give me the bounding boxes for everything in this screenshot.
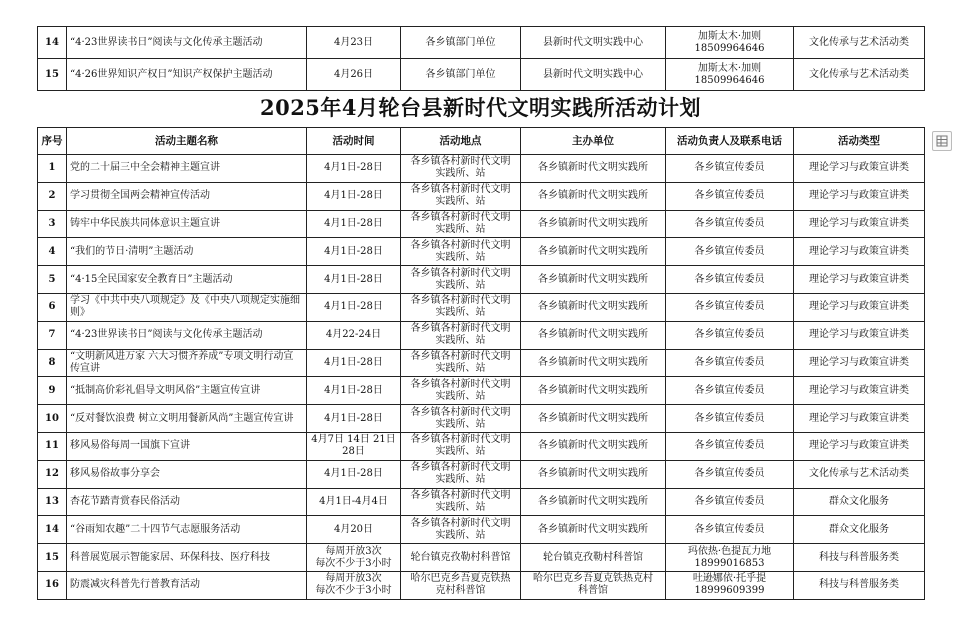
table-row bbox=[38, 516, 925, 544]
table-row bbox=[38, 571, 925, 599]
cell-type: 文化传承与艺术活动类 bbox=[794, 59, 925, 91]
header-time: 活动时间 bbox=[307, 128, 401, 155]
cell-type: 理论学习与政策宣讲类 bbox=[794, 266, 925, 294]
table-row bbox=[38, 432, 925, 460]
cell-name: 移风易俗每周一国旗下宣讲 bbox=[67, 432, 307, 460]
cell-type: 文化传承与艺术活动类 bbox=[794, 27, 925, 59]
cell-org: 各乡镇新时代文明实践所 bbox=[521, 432, 666, 460]
cell-name: 党的二十届三中全会精神主题宣讲 bbox=[67, 155, 307, 183]
cell-org: 各乡镇新时代文明实践所 bbox=[521, 377, 666, 405]
cell-contact: 各乡镇宣传委员 bbox=[666, 293, 794, 321]
cell-name: 移风易俗故事分享会 bbox=[67, 460, 307, 488]
cell-name: “4·15全民国家安全教育日”主题活动 bbox=[67, 266, 307, 294]
cell-place: 各乡镇各村新时代文明 实践所、站 bbox=[401, 182, 521, 210]
document-title: 2025年4月轮台县新时代文明实践所活动计划 bbox=[259, 95, 702, 120]
cell-no: 2 bbox=[38, 182, 67, 210]
table-row bbox=[38, 405, 925, 433]
cell-no: 3 bbox=[38, 210, 67, 238]
cell-place: 轮台镇克孜勒村科普馆 bbox=[401, 544, 521, 572]
header-org: 主办单位 bbox=[521, 128, 666, 155]
cell-no: 6 bbox=[38, 293, 67, 321]
cell-time: 4月26日 bbox=[307, 59, 401, 91]
cell-place: 各乡镇各村新时代文明 实践所、站 bbox=[401, 266, 521, 294]
cell-org: 各乡镇新时代文明实践所 bbox=[521, 238, 666, 266]
table-row bbox=[38, 544, 925, 572]
continued-table bbox=[37, 26, 925, 91]
cell-contact: 各乡镇宣传委员 bbox=[666, 460, 794, 488]
cell-type: 科技与科普服务类 bbox=[794, 571, 925, 599]
cell-name: “4·23世界读书日”阅读与文化传承主题活动 bbox=[67, 27, 307, 59]
cell-time: 4月1日-28日 bbox=[307, 377, 401, 405]
cell-no: 1 bbox=[38, 155, 67, 183]
table-icon[interactable] bbox=[932, 131, 952, 151]
cell-time: 4月1日-28日 bbox=[307, 182, 401, 210]
cell-contact: 吐逊娜依·托乎提 18999609399 bbox=[666, 571, 794, 599]
cell-org: 各乡镇新时代文明实践所 bbox=[521, 405, 666, 433]
cell-no: 14 bbox=[38, 27, 67, 59]
cell-type: 理论学习与政策宣讲类 bbox=[794, 238, 925, 266]
table-row bbox=[38, 59, 925, 91]
cell-contact: 各乡镇宣传委员 bbox=[666, 182, 794, 210]
header-no: 序号 bbox=[38, 128, 67, 155]
cell-place: 各乡镇各村新时代文明 实践所、站 bbox=[401, 405, 521, 433]
cell-contact: 各乡镇宣传委员 bbox=[666, 377, 794, 405]
cell-name: “反对餐饮浪费 树立文明用餐新风尚”主题宣传宣讲 bbox=[67, 405, 307, 433]
cell-org: 各乡镇新时代文明实践所 bbox=[521, 210, 666, 238]
cell-name: “4·26世界知识产权日”知识产权保护主题活动 bbox=[67, 59, 307, 91]
header-type: 活动类型 bbox=[794, 128, 925, 155]
cell-time: 4月20日 bbox=[307, 516, 401, 544]
cell-type: 群众文化服务 bbox=[794, 488, 925, 516]
cell-time: 4月22-24日 bbox=[307, 321, 401, 349]
cell-time: 每周开放3次 每次不少于3小时 bbox=[307, 544, 401, 572]
cell-place: 各乡镇各村新时代文明 实践所、站 bbox=[401, 516, 521, 544]
table-row bbox=[38, 349, 925, 377]
cell-no: 7 bbox=[38, 321, 67, 349]
cell-place: 各乡镇各村新时代文明 实践所、站 bbox=[401, 377, 521, 405]
cell-type: 理论学习与政策宣讲类 bbox=[794, 432, 925, 460]
cell-name: “抵制高价彩礼倡导文明风俗”主题宣传宣讲 bbox=[67, 377, 307, 405]
table-row bbox=[38, 155, 925, 183]
cell-name: “谷雨知农趣”二十四节气志愿服务活动 bbox=[67, 516, 307, 544]
cell-name: 防震减灾科普先行普教育活动 bbox=[67, 571, 307, 599]
cell-name: 杏花节踏青赏春民俗活动 bbox=[67, 488, 307, 516]
cell-place: 各乡镇各村新时代文明 实践所、站 bbox=[401, 460, 521, 488]
cell-contact: 各乡镇宣传委员 bbox=[666, 349, 794, 377]
cell-place: 各乡镇各村新时代文明 实践所、站 bbox=[401, 432, 521, 460]
cell-org: 各乡镇新时代文明实践所 bbox=[521, 293, 666, 321]
cell-type: 理论学习与政策宣讲类 bbox=[794, 293, 925, 321]
cell-org: 县新时代文明实践中心 bbox=[521, 59, 666, 91]
cell-name: “我们的节日·清明”主题活动 bbox=[67, 238, 307, 266]
cell-type: 理论学习与政策宣讲类 bbox=[794, 321, 925, 349]
table-row bbox=[38, 27, 925, 59]
cell-no: 13 bbox=[38, 488, 67, 516]
cell-contact: 各乡镇宣传委员 bbox=[666, 488, 794, 516]
cell-contact: 各乡镇宣传委员 bbox=[666, 210, 794, 238]
cell-no: 8 bbox=[38, 349, 67, 377]
cell-place: 各乡镇各村新时代文明 实践所、站 bbox=[401, 238, 521, 266]
cell-contact: 加斯太木·加则 18509964646 bbox=[666, 59, 794, 91]
cell-org: 各乡镇新时代文明实践所 bbox=[521, 266, 666, 294]
table-row bbox=[38, 266, 925, 294]
table-row bbox=[38, 238, 925, 266]
cell-org: 哈尔巴克乡吾夏克铁热克村 科普馆 bbox=[521, 571, 666, 599]
cell-time: 4月23日 bbox=[307, 27, 401, 59]
cell-name: 学习贯彻全国两会精神宣传活动 bbox=[67, 182, 307, 210]
cell-time: 4月1日-28日 bbox=[307, 460, 401, 488]
cell-place: 各乡镇各村新时代文明 实践所、站 bbox=[401, 349, 521, 377]
cell-no: 15 bbox=[38, 59, 67, 91]
table-row bbox=[38, 460, 925, 488]
cell-time: 4月1日-28日 bbox=[307, 155, 401, 183]
header-place: 活动地点 bbox=[401, 128, 521, 155]
cell-no: 4 bbox=[38, 238, 67, 266]
cell-contact: 加斯太木·加则 18509964646 bbox=[666, 27, 794, 59]
cell-contact: 玛依热·色提瓦力地 18999016853 bbox=[666, 544, 794, 572]
cell-time: 4月1日-28日 bbox=[307, 405, 401, 433]
cell-time: 4月1日-28日 bbox=[307, 293, 401, 321]
cell-type: 理论学习与政策宣讲类 bbox=[794, 405, 925, 433]
cell-name: 铸牢中华民族共同体意识主题宣讲 bbox=[67, 210, 307, 238]
table-row bbox=[38, 377, 925, 405]
cell-org: 各乡镇新时代文明实践所 bbox=[521, 488, 666, 516]
cell-no: 12 bbox=[38, 460, 67, 488]
header-contact: 活动负责人及联系电话 bbox=[666, 128, 794, 155]
cell-contact: 各乡镇宣传委员 bbox=[666, 516, 794, 544]
cell-no: 11 bbox=[38, 432, 67, 460]
cell-type: 理论学习与政策宣讲类 bbox=[794, 210, 925, 238]
table-row bbox=[38, 321, 925, 349]
cell-no: 15 bbox=[38, 544, 67, 572]
cell-contact: 各乡镇宣传委员 bbox=[666, 321, 794, 349]
cell-org: 各乡镇新时代文明实践所 bbox=[521, 460, 666, 488]
cell-time: 4月1日-28日 bbox=[307, 238, 401, 266]
cell-place: 各乡镇各村新时代文明 实践所、站 bbox=[401, 210, 521, 238]
cell-org: 县新时代文明实践中心 bbox=[521, 27, 666, 59]
cell-name: 学习《中共中央八项规定》及《中央八项规定实施细则》 bbox=[67, 293, 307, 321]
table-row bbox=[38, 293, 925, 321]
cell-contact: 各乡镇宣传委员 bbox=[666, 432, 794, 460]
cell-contact: 各乡镇宣传委员 bbox=[666, 266, 794, 294]
cell-type: 文化传承与艺术活动类 bbox=[794, 460, 925, 488]
activity-plan-table bbox=[37, 127, 925, 600]
table-row bbox=[38, 182, 925, 210]
cell-no: 9 bbox=[38, 377, 67, 405]
table-row bbox=[38, 488, 925, 516]
cell-type: 理论学习与政策宣讲类 bbox=[794, 155, 925, 183]
cell-type: 理论学习与政策宣讲类 bbox=[794, 349, 925, 377]
cell-no: 5 bbox=[38, 266, 67, 294]
cell-org: 各乡镇新时代文明实践所 bbox=[521, 321, 666, 349]
cell-place: 各乡镇各村新时代文明 实践所、站 bbox=[401, 321, 521, 349]
cell-org: 各乡镇新时代文明实践所 bbox=[521, 349, 666, 377]
cell-no: 10 bbox=[38, 405, 67, 433]
cell-type: 理论学习与政策宣讲类 bbox=[794, 182, 925, 210]
cell-org: 各乡镇新时代文明实践所 bbox=[521, 182, 666, 210]
cell-time: 4月1日-4月4日 bbox=[307, 488, 401, 516]
table-row bbox=[38, 210, 925, 238]
cell-type: 理论学习与政策宣讲类 bbox=[794, 377, 925, 405]
cell-place: 各乡镇各村新时代文明 实践所、站 bbox=[401, 155, 521, 183]
table-header-row bbox=[38, 128, 925, 155]
cell-no: 16 bbox=[38, 571, 67, 599]
cell-place: 各乡镇部门单位 bbox=[401, 27, 521, 59]
cell-org: 各乡镇新时代文明实践所 bbox=[521, 516, 666, 544]
cell-name: 科普展览展示智能家居、环保科技、医疗科技 bbox=[67, 544, 307, 572]
cell-place: 哈尔巴克乡吾夏克铁热 克村科普馆 bbox=[401, 571, 521, 599]
cell-time: 4月1日-28日 bbox=[307, 266, 401, 294]
cell-place: 各乡镇部门单位 bbox=[401, 59, 521, 91]
cell-contact: 各乡镇宣传委员 bbox=[666, 238, 794, 266]
cell-org: 轮台镇克孜勒村科普馆 bbox=[521, 544, 666, 572]
cell-org: 各乡镇新时代文明实践所 bbox=[521, 155, 666, 183]
cell-contact: 各乡镇宣传委员 bbox=[666, 155, 794, 183]
cell-name: “文明新风进万家 六大习惯齐养成”专项文明行动宣传宣讲 bbox=[67, 349, 307, 377]
header-name: 活动主题名称 bbox=[67, 128, 307, 155]
cell-time: 4月7日 14日 21日 28日 bbox=[307, 432, 401, 460]
cell-contact: 各乡镇宣传委员 bbox=[666, 405, 794, 433]
cell-type: 群众文化服务 bbox=[794, 516, 925, 544]
cell-name: “4·23世界读书日”阅读与文化传承主题活动 bbox=[67, 321, 307, 349]
cell-place: 各乡镇各村新时代文明 实践所、站 bbox=[401, 488, 521, 516]
cell-time: 4月1日-28日 bbox=[307, 349, 401, 377]
cell-place: 各乡镇各村新时代文明 实践所、站 bbox=[401, 293, 521, 321]
cell-type: 科技与科普服务类 bbox=[794, 544, 925, 572]
cell-time: 4月1日-28日 bbox=[307, 210, 401, 238]
cell-no: 14 bbox=[38, 516, 67, 544]
cell-time: 每周开放3次 每次不少于3小时 bbox=[307, 571, 401, 599]
